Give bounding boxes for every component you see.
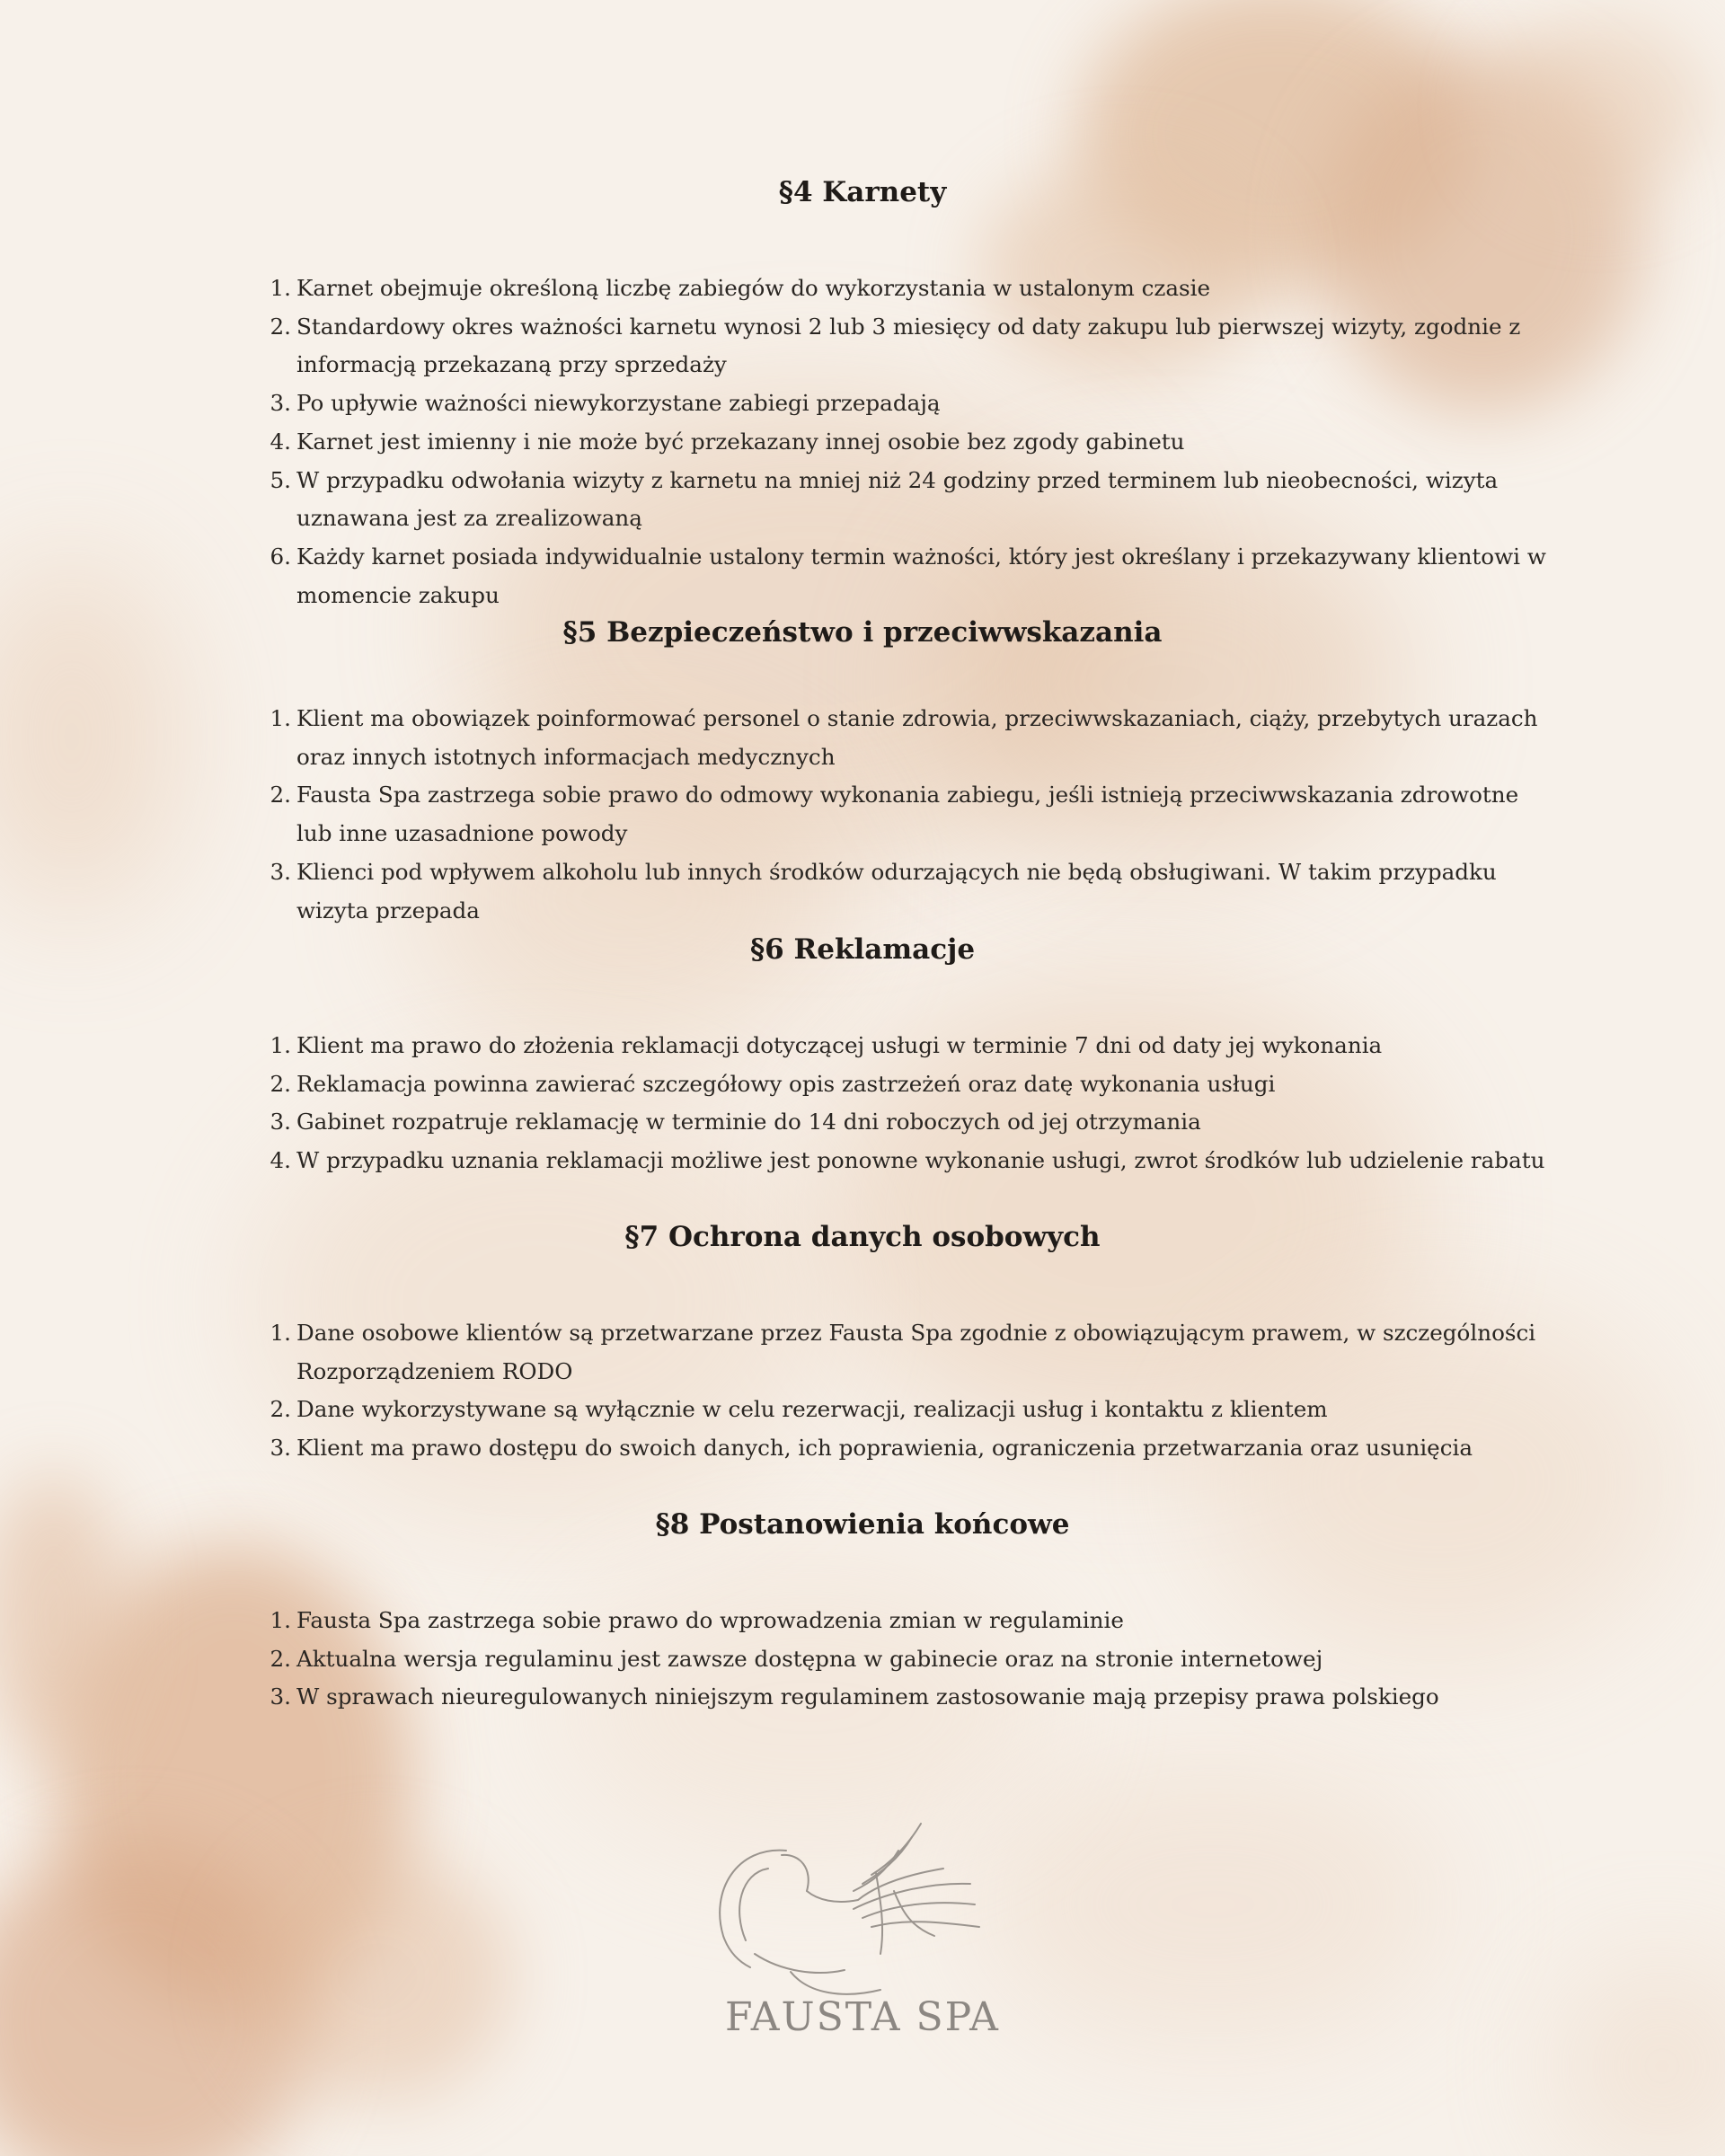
list-item xyxy=(266,1429,1560,1468)
list-item xyxy=(266,1391,1560,1429)
list-item-text: Dane osobowe klientów są przetwarzane przez Fausta Spa zgodnie z obowiązującym prawem, w szczególności Rozporządzeniem RODO xyxy=(296,1320,1536,1384)
section-list-reklamacje xyxy=(266,1027,1560,1180)
section-list-karnety xyxy=(266,270,1560,614)
list-item-text: W sprawach nieuregulowanych niniejszym regulaminem zastosowanie mają przepisy prawa polskiego xyxy=(296,1683,1439,1710)
list-item-number: 3. xyxy=(270,1683,291,1710)
list-item xyxy=(266,1065,1560,1104)
list-item-text: Aktualna wersja regulaminu jest zawsze dostępna w gabinecie oraz na stronie internetowej xyxy=(296,1645,1323,1672)
list-item xyxy=(266,538,1560,614)
list-item-number: 1. xyxy=(270,1607,291,1633)
section-title-karnety: §4 Karnety xyxy=(778,176,947,208)
list-item-text: Klient ma prawo do złożenia reklamacji dotyczącej usługi w terminie 7 dni od daty jej wykonania xyxy=(296,1032,1383,1058)
list-item-number: 5. xyxy=(270,466,291,493)
brand-logo-text: FAUSTA SPA xyxy=(725,1994,1000,2040)
list-item-text: Po upływie ważności niewykorzystane zabiegi przepadają xyxy=(296,390,941,417)
list-item-number: 3. xyxy=(270,1109,291,1135)
list-item-number: 1. xyxy=(270,1320,291,1346)
list-item-number: 2. xyxy=(270,1070,291,1097)
list-item-number: 1. xyxy=(270,705,291,731)
list-item-text: Karnet obejmuje określoną liczbę zabiegów do wykorzystania w ustalonym czasie xyxy=(296,275,1211,301)
list-item-number: 2. xyxy=(270,313,291,340)
list-item xyxy=(266,423,1560,462)
list-item-text: Reklamacja powinna zawierać szczegółowy opis zastrzeżeń oraz datę wykonania usługi xyxy=(296,1070,1276,1097)
section-list-ochrona-danych xyxy=(266,1314,1560,1468)
list-item-text: Standardowy okres ważności karnetu wynosi 2 lub 3 miesięcy od daty zakupu lub pierwszej wizyty, zgodnie z informacją przekazaną przy sprzedaży xyxy=(296,313,1521,378)
list-item-text: Dane wykorzystywane są wyłącznie w celu rezerwacji, realizacji usług i kontaktu z klientem xyxy=(296,1396,1328,1423)
list-item-number: 4. xyxy=(270,428,291,455)
list-item-number: 2. xyxy=(270,782,291,808)
list-item-text: Fausta Spa zastrzega sobie prawo do wprowadzenia zmian w regulaminie xyxy=(296,1607,1124,1633)
list-item-text: Klient ma prawo dostępu do swoich danych, ich poprawienia, ograniczenia przetwarzania oraz usunięcia xyxy=(296,1435,1473,1462)
list-item xyxy=(266,384,1560,423)
list-item xyxy=(266,1678,1560,1717)
list-item xyxy=(266,700,1560,776)
list-item-number: 1. xyxy=(270,1032,291,1058)
section-title-bezpieczenstwo: §5 Bezpieczeństwo i przeciwwskazania xyxy=(562,616,1163,649)
list-item-text: W przypadku odwołania wizyty z karnetu na mniej niż 24 godziny przed terminem lub nieobecności, wizyta uznawana jest za zrealizowaną xyxy=(296,466,1499,532)
list-item xyxy=(266,853,1560,930)
list-item-number: 2. xyxy=(270,1396,291,1423)
list-item-number: 6. xyxy=(270,543,291,570)
list-item xyxy=(266,462,1560,538)
section-title-postanowienia: §8 Postanowienia końcowe xyxy=(655,1508,1070,1541)
list-item xyxy=(266,1640,1560,1679)
list-item-text: Klienci pod wpływem alkoholu lub innych środków odurzających nie będą obsługiwani. W takim przypadku wizyta przepada xyxy=(296,858,1497,923)
list-item xyxy=(266,1314,1560,1391)
list-item xyxy=(266,270,1560,308)
list-item xyxy=(266,1027,1560,1065)
list-item xyxy=(266,1142,1560,1180)
list-item-number: 4. xyxy=(270,1147,291,1174)
section-list-bezpieczenstwo xyxy=(266,700,1560,930)
list-item-text: Klient ma obowiązek poinformować personel o stanie zdrowia, przeciwwskazaniach, ciąży, przebytych urazach oraz innych istotnych informacjach medycznych xyxy=(296,705,1538,770)
section-list-postanowienia xyxy=(266,1602,1560,1717)
list-item xyxy=(266,1602,1560,1640)
list-item-text: Fausta Spa zastrzega sobie prawo do odmowy wykonania zabiegu, jeśli istnieją przeciwwskazania zdrowotne lub inne uzasadnione powody xyxy=(296,782,1519,847)
section-title-ochrona-danych: §7 Ochrona danych osobowych xyxy=(624,1221,1101,1253)
list-item xyxy=(266,308,1560,384)
section-title-reklamacje: §6 Reklamacje xyxy=(749,933,976,966)
list-item-text: Gabinet rozpatruje reklamację w terminie do 14 dni roboczych od jej otrzymania xyxy=(296,1109,1201,1135)
list-item xyxy=(266,1103,1560,1142)
list-item-text: W przypadku uznania reklamacji możliwe jest ponowne wykonanie usługi, zwrot środków lub udzielenie rabatu xyxy=(296,1147,1545,1174)
list-item-number: 1. xyxy=(270,275,291,301)
list-item-text: Karnet jest imienny i nie może być przekazany innej osobie bez zgody gabinetu xyxy=(296,428,1185,455)
list-item-text: Każdy karnet posiada indywidualnie ustalony termin ważności, który jest określany i przekazywany klientowi w momencie zakupu xyxy=(296,543,1546,608)
list-item-number: 2. xyxy=(270,1645,291,1672)
list-item-number: 3. xyxy=(270,1435,291,1462)
list-item xyxy=(266,776,1560,853)
list-item-number: 3. xyxy=(270,858,291,885)
list-item-number: 3. xyxy=(270,390,291,417)
